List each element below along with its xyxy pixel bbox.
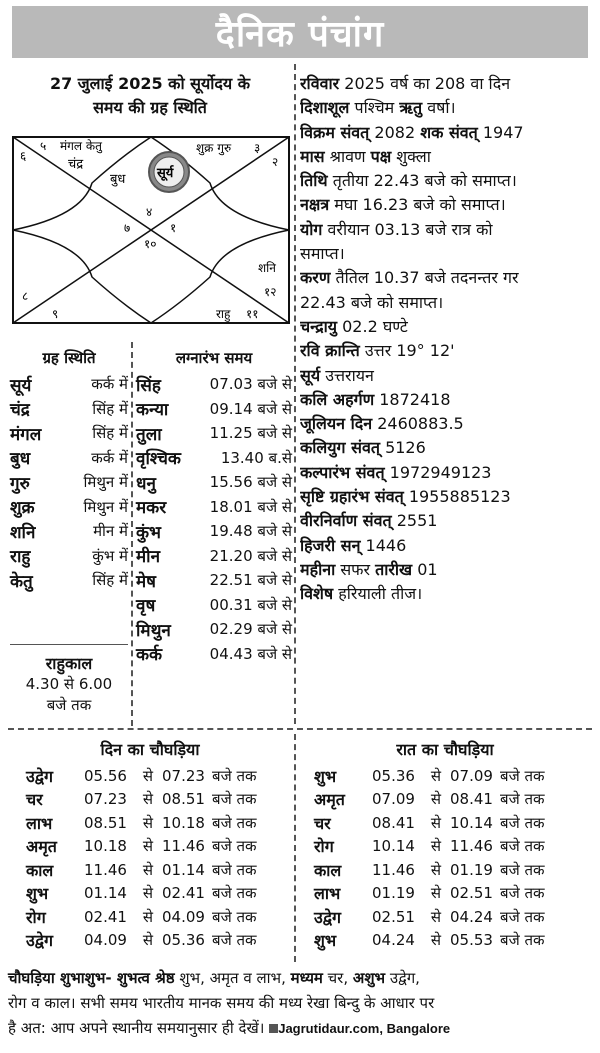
bt-label: बजे तक [500, 907, 545, 926]
choghadiya-divider [294, 734, 296, 962]
muhurat-start: 10.14 [372, 837, 415, 856]
planet-label: राहु [216, 307, 231, 321]
se-label: से [142, 813, 154, 832]
lagna-sign: कन्या [136, 400, 169, 421]
graha-row [10, 421, 128, 446]
chart-title-line2: समय की ग्रह स्थिति [93, 98, 207, 117]
planet-rashi: मिथुन में [83, 497, 128, 516]
lagna-time: 18.01 बजे से [209, 497, 292, 516]
graha-row [10, 470, 128, 495]
house-number: ६ [20, 149, 27, 163]
choghadiya-row [26, 882, 288, 906]
julian-day-line: जूलियन दिन 2460883.5 [300, 414, 464, 434]
muhurat-name: उद्वेग [314, 907, 341, 927]
muhurat-name: रोग [314, 837, 334, 857]
lagna-time: 22.51 बजे से [209, 571, 292, 590]
house-number: १ [170, 221, 177, 235]
graha-sthiti-header: ग्रह स्थिति [42, 349, 96, 367]
bt-label: बजे तक [500, 884, 545, 903]
muhurat-end: 11.46 [162, 837, 205, 856]
muhurat-start: 11.46 [372, 860, 415, 879]
kali-ahargan-line: कलि अहर्गण 1872418 [300, 389, 451, 409]
muhurat-start: 01.14 [84, 884, 127, 903]
choghadiya-row [26, 905, 288, 929]
bt-label: बजे तक [212, 766, 257, 785]
samvat-line: विक्रम संवत् 2082 शक संवत् 1947 [300, 122, 524, 142]
day-choghadiya-table [26, 764, 288, 952]
planet-name: शनि [10, 522, 36, 543]
footer-note [8, 966, 594, 1041]
planet-rashi: कर्क में [91, 448, 128, 467]
muhurat-end: 08.41 [450, 790, 493, 809]
rahukaal-suffix: बजे तक [46, 696, 92, 714]
planet-label: चंद्र [68, 157, 84, 172]
vishesh-line: विशेष हरियाली तीज। [300, 584, 423, 604]
muhurat-name: लाभ [314, 884, 341, 904]
chart-title [10, 72, 290, 120]
muhurat-start: 08.51 [84, 813, 127, 832]
lagna-time: 11.25 बजे से [209, 424, 292, 443]
lagnarambh-header: लग्नारंभ समय [175, 349, 253, 367]
night-choghadiya-header: रात का चौघड़िया [396, 740, 494, 759]
lagna-row [136, 495, 292, 520]
muhurat-start: 07.23 [84, 790, 127, 809]
footer-line2: रोग व काल। सभी समय भारतीय मानक समय की मध्य रेखा बिन्दु के आधार पर [8, 994, 435, 1012]
hijri-line: हिजरी सन् 1446 [300, 535, 407, 555]
house-number: ४ [146, 205, 153, 219]
graha-row [10, 446, 128, 471]
lagna-time: 09.14 बजे से [209, 399, 292, 418]
dishashool-line: दिशाशूल पश्चिम ऋतु वर्षा। [300, 98, 456, 118]
lagna-sign: तुला [136, 424, 162, 445]
mahina-line: महीना सफर तारीख 01 [300, 559, 438, 579]
se-label: से [142, 860, 154, 879]
lagnarambh-table [136, 348, 292, 666]
planet-rashi: सिंह में [92, 571, 128, 590]
lagna-row [136, 519, 292, 544]
planet-name: गुरु [10, 473, 30, 494]
graha-row [10, 372, 128, 397]
muhurat-name: रोग [26, 907, 46, 927]
bt-label: बजे तक [212, 790, 257, 809]
muhurat-end: 07.09 [450, 766, 493, 785]
lagna-time: 19.48 बजे से [209, 522, 292, 541]
graha-sthiti-table [10, 348, 128, 593]
graha-row [10, 495, 128, 520]
lagna-time: 02.29 बजे से [209, 620, 292, 639]
srishti-samvat-line: सृष्टि ग्रहारंभ संवत् 1955885123 [300, 487, 511, 507]
bt-label: बजे तक [212, 907, 257, 926]
planet-name: चंद्र [10, 400, 30, 421]
planet-rashi: मिथुन में [83, 473, 128, 492]
table-divider [131, 342, 133, 726]
planet-name: शुक्र [10, 498, 35, 519]
choghadiya-row [314, 905, 590, 929]
muhurat-name: शुभ [26, 884, 49, 904]
lagna-row [136, 446, 292, 471]
se-label: से [430, 860, 442, 879]
rahukaal-header: राहुकाल [45, 654, 93, 673]
lagna-time: 13.40 ब.से [220, 448, 292, 467]
planet-rashi: कर्क में [91, 375, 128, 394]
se-label: से [430, 907, 442, 926]
choghadiya-row [26, 835, 288, 859]
section-divider [8, 728, 592, 730]
muhurat-name: शुभ [314, 931, 337, 951]
column-divider [294, 64, 296, 724]
se-label: से [142, 837, 154, 856]
muhurat-start: 07.09 [372, 790, 415, 809]
choghadiya-row [26, 929, 288, 953]
lagna-sign: कर्क [136, 645, 163, 666]
choghadiya-row [314, 811, 590, 835]
lagna-time: 15.56 बजे से [209, 473, 292, 492]
lagna-row [136, 642, 292, 667]
page-title: दैनिक पंचांग [215, 13, 385, 55]
lagna-row [136, 568, 292, 593]
footer-line3: है अत: आप अपने स्थानीय समयानुसार ही देखें। Jagrutidaur.com, Bangalore [8, 1019, 451, 1037]
kundli-chart [12, 136, 290, 324]
se-label: से [142, 884, 154, 903]
planet-label: बुध [110, 172, 126, 187]
planet-rashi: मीन में [93, 522, 128, 541]
brand-credit: Jagrutidaur.com, Bangalore [278, 1021, 451, 1036]
title-banner [12, 6, 588, 58]
kalparambh-samvat-line: कल्पारंभ संवत् 1972949123 [300, 462, 492, 482]
se-label: से [430, 884, 442, 903]
lagna-sign: कुंभ [136, 522, 162, 543]
muhurat-end: 10.14 [450, 813, 493, 832]
lagna-time: 04.43 बजे से [209, 644, 292, 663]
choghadiya-row [314, 882, 590, 906]
muhurat-start: 04.09 [84, 931, 127, 950]
lagna-sign: मेष [136, 571, 156, 592]
lagna-sign: वृष [136, 596, 156, 617]
tithi-line: तिथि तृतीया 22.43 बजे को समाप्त। [300, 171, 517, 191]
house-number: ११ [246, 307, 259, 321]
muhurat-end: 02.51 [450, 884, 493, 903]
se-label: से [430, 931, 442, 950]
muhurat-start: 11.46 [84, 860, 127, 879]
muhurat-start: 05.36 [372, 766, 415, 785]
lagna-time: 07.03 बजे से [209, 375, 292, 394]
graha-row [10, 568, 128, 593]
muhurat-name: अमृत [314, 790, 345, 810]
muhurat-end: 01.19 [450, 860, 493, 879]
lagna-row [136, 617, 292, 642]
choghadiya-row [314, 929, 590, 953]
kaliyug-samvat-line: कलियुग संवत् 5126 [300, 438, 426, 458]
yog-line-cont: समाप्त। [300, 244, 345, 264]
planet-rashi: सिंह में [92, 424, 128, 443]
yog-line: योग वरीयान 03.13 बजे रात्र को [300, 219, 493, 239]
house-number: ८ [22, 289, 29, 303]
graha-row [10, 397, 128, 422]
planet-rashi: सिंह में [92, 399, 128, 418]
planet-label: मंगल केतु [60, 139, 102, 153]
choghadiya-row [314, 764, 590, 788]
karan-line-cont: 22.43 बजे को समाप्त। [300, 292, 444, 312]
weekday-line: रविवार 2025 वर्ष का 208 वा दिन [300, 74, 511, 93]
lagna-time: 21.20 बजे से [209, 546, 292, 565]
se-label: से [142, 931, 154, 950]
bt-label: बजे तक [500, 790, 545, 809]
veernirvan-samvat-line: वीरनिर्वाण संवत् 2551 [300, 511, 438, 531]
lagna-time: 00.31 बजे से [209, 595, 292, 614]
planet-label: सूर्य [157, 166, 174, 181]
lagna-sign: मीन [136, 547, 161, 568]
muhurat-start: 01.19 [372, 884, 415, 903]
muhurat-name: उद्वेग [26, 931, 53, 951]
chart-title-line1: 27 जुलाई 2025 को सूर्योदय के [49, 74, 251, 93]
muhurat-end: 01.14 [162, 860, 205, 879]
graha-row [10, 519, 128, 544]
lagna-row [136, 470, 292, 495]
bt-label: बजे तक [500, 860, 545, 879]
muhurat-start: 02.51 [372, 907, 415, 926]
house-number: ९ [52, 307, 59, 321]
planet-rashi: कुंभ में [92, 546, 128, 565]
lagna-sign: सिंह [136, 375, 161, 396]
graha-row [10, 544, 128, 569]
se-label: से [430, 766, 442, 785]
choghadiya-row [26, 811, 288, 835]
karan-line: करण तैतिल 10.37 बजे तदनन्तर गर [300, 268, 519, 288]
bt-label: बजे तक [500, 766, 545, 785]
house-number: ५ [40, 139, 47, 153]
bt-label: बजे तक [500, 813, 545, 832]
panchang-details [300, 72, 592, 607]
choghadiya-row [314, 835, 590, 859]
muhurat-name: काल [314, 860, 342, 880]
choghadiya-row [26, 764, 288, 788]
lagna-row [136, 421, 292, 446]
se-label: से [430, 837, 442, 856]
se-label: से [430, 813, 442, 832]
lagna-sign: वृश्चिक [136, 449, 181, 470]
muhurat-end: 04.24 [450, 907, 493, 926]
lagna-row [136, 397, 292, 422]
muhurat-end: 07.23 [162, 766, 205, 785]
bt-label: बजे तक [212, 837, 257, 856]
house-number: ३ [254, 141, 261, 155]
muhurat-end: 04.09 [162, 907, 205, 926]
muhurat-name: उद्वेग [26, 766, 53, 786]
se-label: से [430, 790, 442, 809]
bullet-square-icon [269, 1024, 278, 1033]
chandrayu-line: चन्द्रायु 02.2 घण्टे [300, 316, 408, 336]
planet-name: राहु [10, 547, 31, 568]
planet-name: केतु [10, 571, 33, 592]
ravi-kranti-line: रवि क्रान्ति उत्तर 19° 12' [300, 341, 455, 361]
muhurat-end: 05.53 [450, 931, 493, 950]
rahukaal-box [10, 652, 128, 716]
bt-label: बजे तक [500, 837, 545, 856]
muhurat-name: लाभ [26, 813, 53, 833]
maas-line: मास श्रावण पक्ष शुक्ला [300, 146, 431, 166]
bt-label: बजे तक [212, 884, 257, 903]
footer-line1: चौघड़िया शुभाशुभ- शुभत्व श्रेष्ठ शुभ, अमृत व लाभ, मध्यम चर, अशुभ उद्वेग, [8, 969, 420, 987]
planet-name: मंगल [10, 424, 42, 445]
muhurat-end: 02.41 [162, 884, 205, 903]
rahukaal-divider [10, 644, 128, 645]
nakshatra-line: नक्षत्र मघा 16.23 बजे को समाप्त। [300, 195, 506, 215]
se-label: से [142, 766, 154, 785]
muhurat-name: चर [26, 790, 43, 810]
choghadiya-row [26, 788, 288, 812]
house-number: ७ [124, 221, 131, 235]
planet-label: शनि [258, 261, 276, 275]
muhurat-end: 11.46 [450, 837, 493, 856]
muhurat-end: 05.36 [162, 931, 205, 950]
planet-name: बुध [10, 449, 31, 470]
bt-label: बजे तक [212, 813, 257, 832]
se-label: से [142, 790, 154, 809]
choghadiya-row [26, 858, 288, 882]
lagna-sign: मिथुन [136, 620, 171, 641]
surya-line: सूर्य उत्तरायन [300, 365, 374, 385]
planet-name: सूर्य [10, 375, 32, 396]
muhurat-end: 08.51 [162, 790, 205, 809]
muhurat-name: काल [26, 860, 54, 880]
muhurat-name: अमृत [26, 837, 57, 857]
lagna-sign: धनु [136, 473, 156, 494]
lagna-row [136, 372, 292, 397]
night-choghadiya-table [314, 764, 590, 952]
muhurat-name: शुभ [314, 766, 337, 786]
muhurat-name: चर [314, 813, 331, 833]
house-number: २ [272, 155, 279, 169]
bt-label: बजे तक [212, 931, 257, 950]
choghadiya-row [314, 858, 590, 882]
house-number: १० [144, 237, 157, 251]
day-choghadiya-header: दिन का चौघड़िया [100, 740, 200, 759]
muhurat-start: 05.56 [84, 766, 127, 785]
lagna-row [136, 593, 292, 618]
muhurat-start: 08.41 [372, 813, 415, 832]
muhurat-end: 10.18 [162, 813, 205, 832]
se-label: से [142, 907, 154, 926]
muhurat-start: 10.18 [84, 837, 127, 856]
muhurat-start: 02.41 [84, 907, 127, 926]
muhurat-start: 04.24 [372, 931, 415, 950]
bt-label: बजे तक [500, 931, 545, 950]
lagna-row [136, 544, 292, 569]
rahukaal-time: 4.30 से 6.00 [25, 675, 113, 693]
bt-label: बजे तक [212, 860, 257, 879]
planet-label: शुक्र गुरु [196, 141, 232, 155]
lagna-sign: मकर [136, 498, 167, 519]
choghadiya-row [314, 788, 590, 812]
house-number: १२ [264, 285, 277, 299]
